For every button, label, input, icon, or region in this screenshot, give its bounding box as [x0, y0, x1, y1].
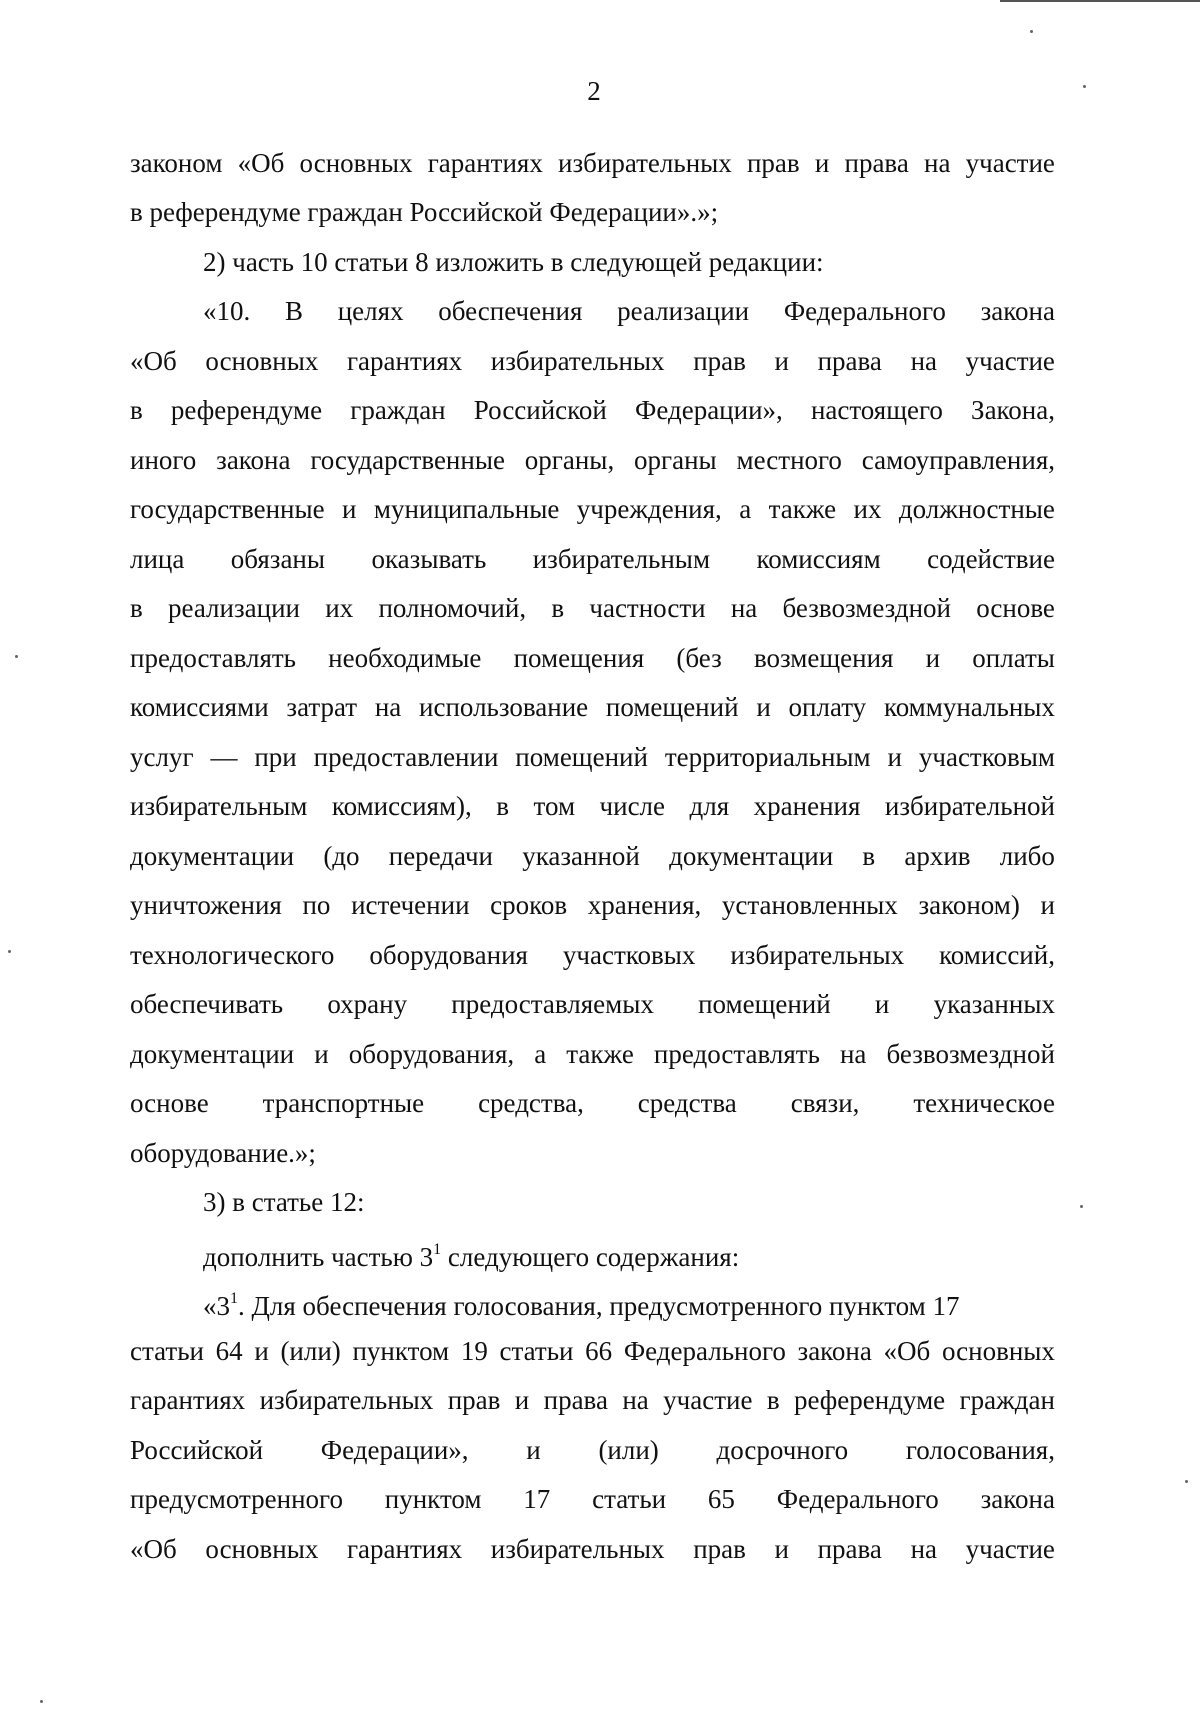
paragraph-line: [130, 839, 1055, 873]
word: помещения: [513, 643, 645, 673]
word: на: [910, 346, 937, 376]
superscript: 1: [433, 1241, 442, 1258]
word: оплату: [788, 692, 867, 722]
word: статьи: [130, 1336, 204, 1366]
word: Закона,: [971, 395, 1055, 425]
paragraph-line: [130, 888, 1055, 922]
word: оказывать: [371, 544, 487, 574]
word: прав: [693, 346, 746, 376]
word: избирательным: [532, 544, 711, 574]
word: и: [814, 148, 830, 178]
word: при: [254, 742, 297, 772]
word: охрану: [327, 989, 408, 1019]
word: «Об: [130, 346, 177, 376]
paragraph-line: [130, 1482, 1055, 1516]
word: участие: [965, 1534, 1055, 1564]
word: на: [924, 148, 951, 178]
scan-speck: [15, 655, 18, 658]
word: Федерального: [776, 1484, 939, 1514]
paragraph-line: [203, 294, 1055, 328]
word: должностные: [898, 494, 1055, 524]
word: пунктом: [384, 1484, 482, 1514]
word: законом): [918, 890, 1020, 920]
word: 17: [523, 1484, 551, 1514]
word: оборудования: [369, 940, 528, 970]
word: и: [887, 742, 902, 772]
scan-speck: [1080, 1205, 1083, 1208]
word: государственные: [130, 494, 325, 524]
word: обеспечения: [438, 296, 583, 326]
word: основных: [299, 148, 413, 178]
word: либо: [999, 841, 1055, 871]
word: (до: [323, 841, 360, 871]
word: указанной: [522, 841, 640, 871]
scan-speck: [1185, 1480, 1188, 1483]
word: и: [254, 1336, 269, 1366]
word: на: [839, 1039, 867, 1069]
paragraph-line: [130, 1532, 1055, 1566]
word: права: [817, 346, 882, 376]
word: хранения,: [587, 890, 702, 920]
word: «Об: [237, 148, 285, 178]
word: и: [925, 643, 941, 673]
word: Российской: [473, 395, 607, 425]
word: безвозмездной: [886, 1039, 1055, 1069]
word: В: [284, 296, 303, 326]
word: Российской: [130, 1435, 264, 1465]
word: пунктом: [352, 1336, 450, 1366]
word: на: [730, 593, 758, 623]
word: предоставлять: [130, 643, 296, 673]
word: законом: [130, 148, 223, 178]
word: закона: [980, 1484, 1055, 1514]
word: для: [689, 791, 730, 821]
word: «Об: [130, 1534, 177, 1564]
word: государственные: [310, 445, 505, 475]
word: целях: [337, 296, 404, 326]
scan-speck: [40, 1700, 43, 1703]
word: гарантиях: [130, 1385, 246, 1415]
paragraph-line: 2) часть 10 статьи 8 изложить в следующей редакции:: [203, 247, 824, 277]
word: (или): [280, 1336, 341, 1366]
word: права: [817, 1534, 882, 1564]
word: их: [853, 494, 882, 524]
word: избирательных: [259, 1385, 434, 1415]
word: необходимые: [328, 643, 482, 673]
word: «10.: [203, 296, 251, 326]
paragraph-line: [130, 987, 1055, 1021]
paragraph-line: [130, 690, 1055, 724]
word: предусмотренного: [130, 1484, 343, 1514]
word: средства: [637, 1088, 737, 1118]
paragraph-line: [130, 1433, 1055, 1467]
word: технологического: [130, 940, 335, 970]
word: Федерального: [623, 1336, 786, 1366]
word: настоящего: [810, 395, 943, 425]
word: в: [496, 791, 510, 821]
word: 66: [585, 1336, 613, 1366]
word: местного: [736, 445, 842, 475]
word: а: [534, 1039, 547, 1069]
word: закона: [216, 445, 291, 475]
word: органы,: [524, 445, 615, 475]
word: использование: [419, 692, 589, 722]
word: документации: [130, 1039, 295, 1069]
word: а: [739, 494, 752, 524]
word: предоставляемых: [451, 989, 654, 1019]
word: на: [374, 692, 402, 722]
word: прав: [746, 148, 800, 178]
paragraph-line: [130, 542, 1055, 576]
word: их: [325, 593, 354, 623]
word: комиссиями: [130, 692, 269, 722]
word: также: [566, 1039, 634, 1069]
word: обязаны: [230, 544, 326, 574]
paragraph-line: 3) в статье 12:: [203, 1187, 365, 1217]
line-text: «3: [203, 1291, 230, 1321]
word: в: [130, 593, 143, 623]
word: статьи: [499, 1336, 574, 1366]
word: избирательной: [884, 791, 1055, 821]
word: участковым: [918, 742, 1055, 772]
word: в: [130, 395, 143, 425]
paragraph-line: [203, 1284, 1055, 1323]
word: основе: [130, 1088, 209, 1118]
word: Федерации»,: [635, 395, 783, 425]
word: и: [342, 494, 357, 524]
word: (без: [676, 643, 722, 673]
word: оборудования,: [348, 1039, 515, 1069]
word: территориальным: [664, 742, 871, 772]
word: основных: [205, 1534, 319, 1564]
word: граждан: [350, 395, 446, 425]
superscript: 1: [230, 1290, 238, 1307]
word: «Об: [883, 1336, 931, 1366]
word: коммунальных: [883, 692, 1055, 722]
word: права: [844, 148, 909, 178]
word: прав: [693, 1534, 746, 1564]
word: в: [551, 593, 565, 623]
word: самоуправления,: [861, 445, 1055, 475]
line-text: дополнить частью 3: [203, 1242, 434, 1272]
word: комиссиям),: [331, 791, 472, 821]
paragraph-line: [130, 1086, 1055, 1120]
word: 64: [215, 1336, 243, 1366]
word: участие: [965, 346, 1055, 376]
paragraph-line: [130, 789, 1055, 823]
word: и: [874, 989, 890, 1019]
word: указанных: [933, 989, 1055, 1019]
paragraph-line: [130, 641, 1055, 675]
word: средства,: [478, 1088, 584, 1118]
word: истечении: [351, 890, 470, 920]
scan-speck: [8, 950, 11, 953]
word: и: [1040, 890, 1055, 920]
paragraph-line: [130, 1037, 1055, 1071]
paragraph-line: [130, 740, 1055, 774]
word: статьи: [592, 1484, 667, 1514]
word: закона: [980, 296, 1055, 326]
paragraph-line: [130, 443, 1055, 477]
word: связи,: [790, 1088, 860, 1118]
word: граждан: [959, 1385, 1055, 1415]
word: уничтожения: [130, 890, 282, 920]
word: документации: [130, 841, 295, 871]
word: референдуме: [793, 1385, 946, 1415]
paragraph-line: в референдуме граждан Российской Федерации».»;: [130, 197, 719, 227]
word: основных: [205, 346, 319, 376]
word: на: [910, 1534, 937, 1564]
word: возмещения: [753, 643, 894, 673]
word: предоставлять: [653, 1039, 820, 1069]
word: избирательных: [730, 940, 905, 970]
word: Федерации»,: [320, 1435, 469, 1465]
word: архив: [904, 841, 971, 871]
word: закона: [797, 1336, 872, 1366]
word: том: [533, 791, 576, 821]
paragraph-line: [130, 146, 1055, 180]
word: основных: [941, 1336, 1055, 1366]
word: права: [543, 1385, 608, 1415]
word: оплаты: [972, 643, 1055, 673]
paragraph-line: [130, 938, 1055, 972]
word: реализации: [617, 296, 750, 326]
word: по: [302, 890, 331, 920]
word: —: [210, 742, 238, 772]
word: содействие: [927, 544, 1055, 574]
paragraph-line: [130, 591, 1055, 625]
word: безвозмездной: [782, 593, 951, 623]
word: документации: [669, 841, 834, 871]
word: муниципальные: [373, 494, 560, 524]
word: частности: [589, 593, 706, 623]
word: транспортные: [262, 1088, 425, 1118]
word: обеспечивать: [130, 989, 284, 1019]
word: установленных: [721, 890, 898, 920]
word: Федерального: [783, 296, 946, 326]
word: органы: [634, 445, 717, 475]
word: передачи: [388, 841, 493, 871]
word: реализации: [168, 593, 300, 623]
paragraph-line: [130, 393, 1055, 427]
word: полномочий,: [378, 593, 527, 623]
word: в: [862, 841, 876, 871]
paragraph-line: оборудование.»;: [130, 1138, 316, 1168]
paragraph-line: [130, 1383, 1055, 1417]
word: избирательным: [130, 791, 308, 821]
word: и: [526, 1435, 541, 1465]
scan-edge-line: [1000, 0, 1200, 2]
word: хранения: [753, 791, 861, 821]
word: избирательных: [490, 1534, 665, 1564]
word: референдуме: [170, 395, 323, 425]
word: 19: [460, 1336, 488, 1366]
paragraph-line: [203, 1235, 1055, 1274]
word: лица: [130, 544, 185, 574]
word: помещений: [515, 742, 648, 772]
word: предоставлении: [313, 742, 499, 772]
word: и: [314, 1039, 329, 1069]
word: гарантиях: [346, 346, 463, 376]
word: услуг: [130, 742, 194, 772]
word: помещений: [605, 692, 739, 722]
word: техническое: [913, 1088, 1055, 1118]
line-text: следующего содержания:: [441, 1242, 740, 1272]
word: сроков: [490, 890, 568, 920]
word: и: [514, 1385, 530, 1415]
line-text: . Для обеспечения голосования, предусмотренного пунктом 17: [238, 1291, 960, 1321]
word: иного: [130, 445, 197, 475]
word: участковых: [562, 940, 696, 970]
word: и: [774, 1534, 789, 1564]
word: избирательных: [558, 148, 732, 178]
word: на: [622, 1385, 649, 1415]
word: числе: [599, 791, 666, 821]
word: участие: [663, 1385, 753, 1415]
paragraph-line: [130, 1334, 1055, 1368]
word: участие: [965, 148, 1055, 178]
page-number: 2: [587, 76, 601, 106]
word: учреждения,: [576, 494, 722, 524]
word: помещений: [698, 989, 831, 1019]
paragraph-line: [130, 492, 1055, 526]
word: (или): [598, 1435, 659, 1465]
word: и: [774, 346, 789, 376]
paragraph-line: [130, 344, 1055, 378]
word: в: [766, 1385, 780, 1415]
word: голосования,: [905, 1435, 1055, 1465]
word: досрочного: [716, 1435, 849, 1465]
word: гарантиях: [346, 1534, 463, 1564]
word: комиссий,: [939, 940, 1055, 970]
word: комиссиям: [756, 544, 881, 574]
word: гарантиях: [427, 148, 543, 178]
word: прав: [447, 1385, 501, 1415]
word: и: [756, 692, 771, 722]
word: 65: [707, 1484, 735, 1514]
word: затрат: [286, 692, 358, 722]
word: основе: [976, 593, 1055, 623]
word: избирательных: [490, 346, 665, 376]
word: также: [768, 494, 837, 524]
scan-speck: [1030, 30, 1033, 33]
